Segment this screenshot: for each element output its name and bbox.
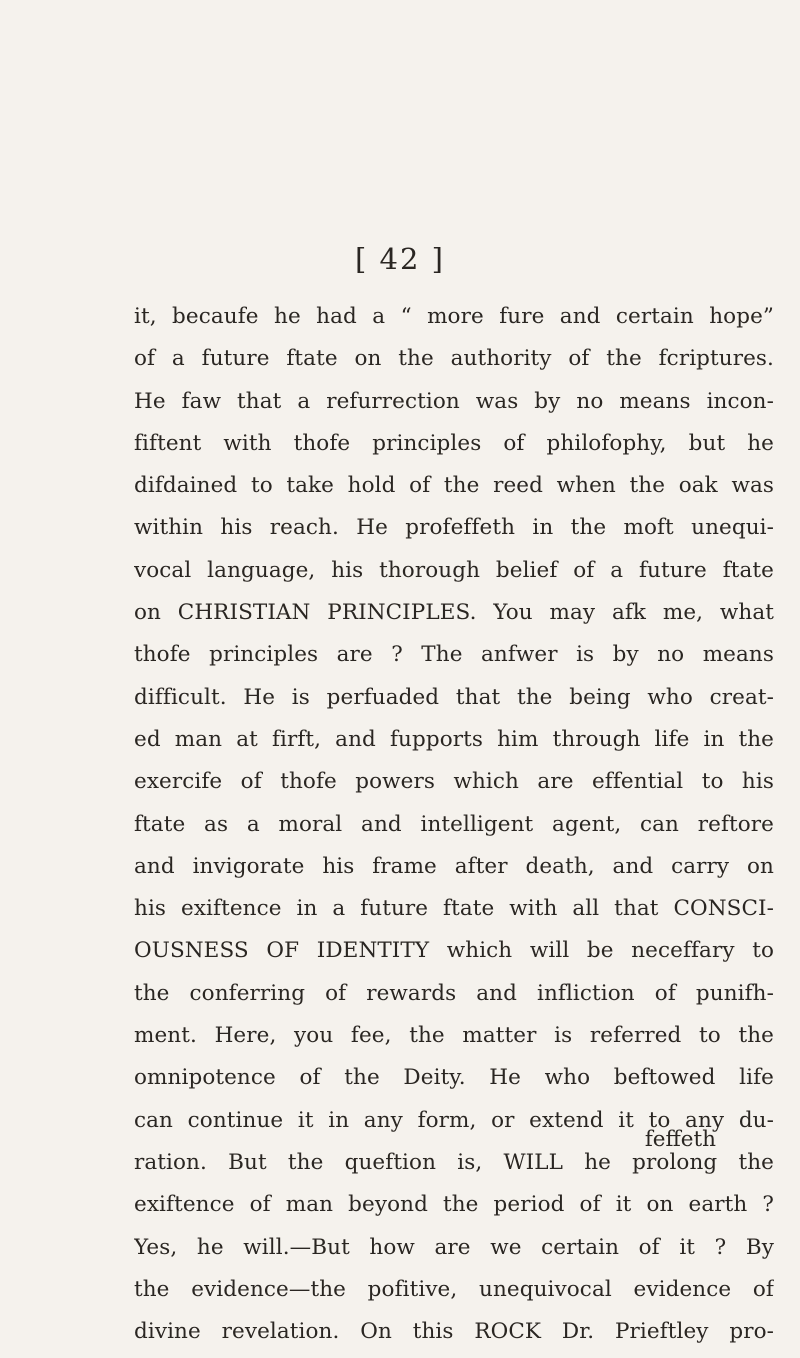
text-line: the evidence—the pofitive, unequivocal evidence of (134, 1276, 774, 1302)
text-line: ration. But the queftion is, WILL he prolong the (134, 1149, 774, 1175)
text-line: ed man at firft, and fupports him through life in the (134, 726, 774, 752)
text-line: of a future ftate on the authority of the fcriptures. (134, 346, 774, 372)
text-line: difdained to take hold of the reed when the oak was (134, 473, 774, 499)
text-line: Yes, he will.—But how are we certain of it ? By (134, 1234, 774, 1260)
text-line: exiftence of man beyond the period of it on earth ? (134, 1192, 774, 1218)
text-line: thofe principles are ? The anfwer is by no means (134, 642, 774, 668)
text-line: He faw that a refurrection was by no means incon- (134, 388, 774, 414)
text-line: OUSNESS OF IDENTITY which will be neceffary to (134, 938, 774, 964)
body-text (134, 296, 774, 1353)
catchword: feffeth (644, 1127, 716, 1152)
text-line: difficult. He is perfuaded that the being who creat- (134, 684, 774, 710)
text-line: on CHRISTIAN PRINCIPLES. You may afk me, what (134, 600, 774, 626)
text-line: exercife of thofe powers which are effential to his (134, 769, 774, 795)
text-line: fiftent with thofe principles of philofophy, but he (134, 430, 774, 456)
text-line: his exiftence in a future ftate with all that CONSCI- (134, 896, 774, 922)
text-line: ftate as a moral and intelligent agent, can reftore (134, 811, 774, 837)
text-line: and invigorate his frame after death, and carry on (134, 853, 774, 879)
text-line: it, becaufe he had a “ more fure and certain hope” (134, 304, 774, 329)
text-line: omnipotence of the Deity. He who beftowed life (134, 1065, 774, 1091)
text-line: vocal language, his thorough belief of a future ftate (134, 557, 774, 583)
text-line: the conferring of rewards and infliction of punifh- (134, 980, 774, 1006)
text-line: can continue it in any form, or extend it to any du- (134, 1107, 774, 1133)
page-number-header: [ 42 ] (355, 242, 445, 276)
text-line: ment. Here, you fee, the matter is referred to the (134, 1023, 774, 1049)
text-line: within his reach. He profeffeth in the moft unequi- (134, 515, 774, 541)
text-line: divine revelation. On this ROCK Dr. Prieftley pro- (134, 1319, 774, 1345)
